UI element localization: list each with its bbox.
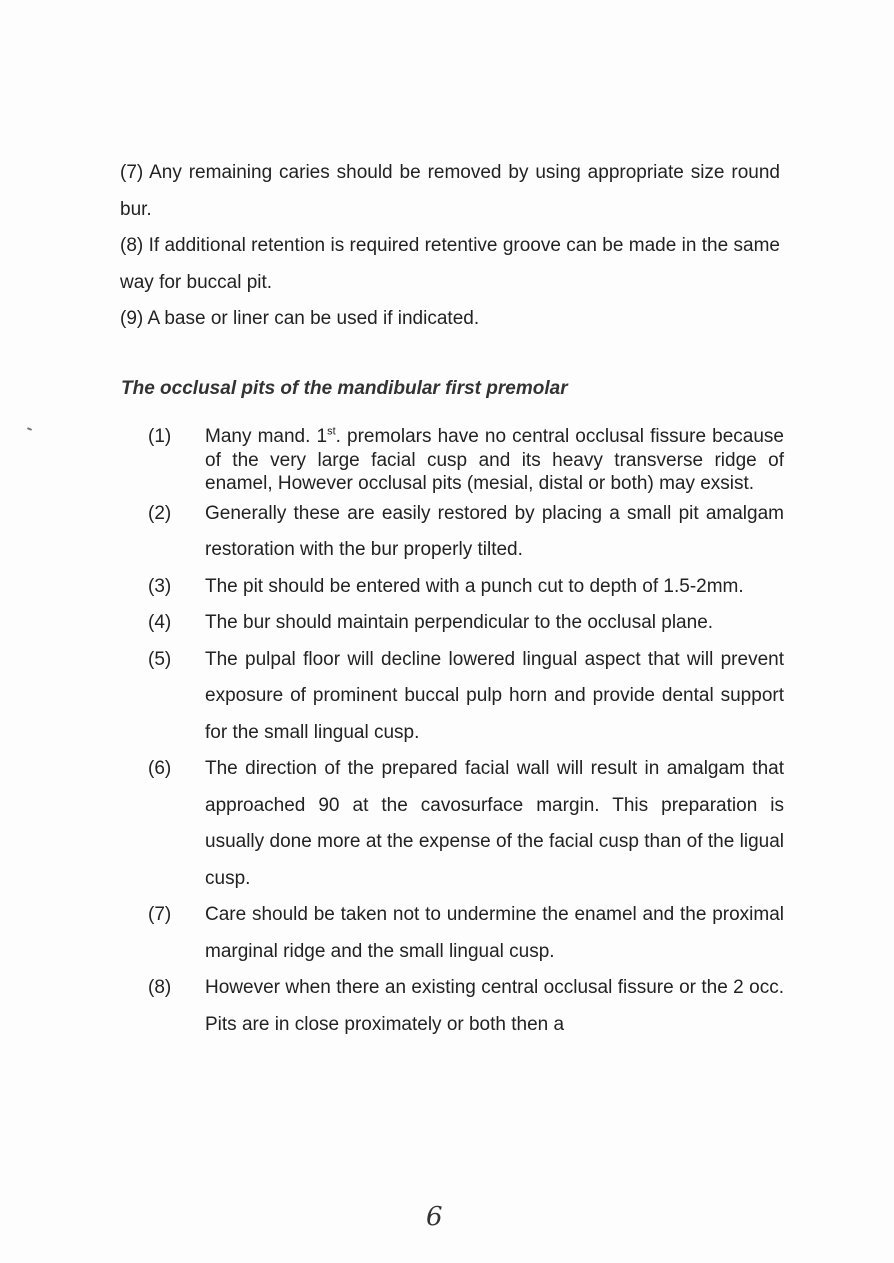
list-item-number: (7) bbox=[148, 904, 172, 925]
list-item-text-part: Many mand. 1 bbox=[205, 426, 328, 447]
intro-step-7: (7) Any remaining caries should be removed by using appropriate size round bur. bbox=[120, 162, 780, 220]
list-item-number: (6) bbox=[148, 758, 172, 779]
list-item-number: (1) bbox=[148, 426, 172, 447]
list-item-text: However when there an existing central occlusal fissure or the 2 occ. Pits are in close proximately or both then a bbox=[205, 977, 784, 1035]
list-item bbox=[148, 496, 784, 569]
list-item bbox=[148, 569, 784, 606]
list-item-text: The pit should be entered with a punch cut to depth of 1.5-2mm. bbox=[205, 575, 744, 597]
list-item bbox=[148, 751, 784, 897]
list-item-text: Generally these are easily restored by placing a small pit amalgam restoration with the bur properly tilted. bbox=[205, 502, 784, 560]
list-item-text-part: . premolars have no central occlusal fissure because of the very large facial cusp and its heavy transverse ridge of enamel, However occlusal pits (mesial, distal or both) may exsist. bbox=[205, 426, 784, 494]
intro-steps bbox=[120, 155, 780, 338]
list-item bbox=[148, 605, 784, 642]
list-item bbox=[148, 642, 784, 752]
list-item-text: The pulpal floor will decline lowered lingual aspect that will prevent exposure of prominent buccal pulp horn and provide dental support for the small lingual cusp. bbox=[205, 648, 784, 743]
list-item-number: (3) bbox=[148, 575, 172, 597]
section-heading: The occlusal pits of the mandibular first premolar bbox=[121, 378, 568, 399]
list-item-number: (8) bbox=[148, 977, 172, 998]
list-item-number: (2) bbox=[148, 502, 172, 524]
ordinal-superscript: st bbox=[327, 425, 336, 438]
list-item-number: (5) bbox=[148, 648, 172, 670]
list-item-text: The direction of the prepared facial wall will result in amalgam that approached 90 at the cavosurface margin. This preparation is usually done more at the expense of the facial cusp than of the ligual cusp. bbox=[205, 758, 784, 889]
list-item bbox=[148, 970, 784, 1043]
list-item-number: (4) bbox=[148, 612, 172, 633]
list-item-text bbox=[205, 425, 784, 496]
list-item-text: The bur should maintain perpendicular to the occlusal plane. bbox=[205, 612, 714, 633]
intro-step-8: (8) If additional retention is required retentive groove can be made in the same way for buccal pit. bbox=[120, 235, 780, 293]
intro-step-9: (9) A base or liner can be used if indicated. bbox=[120, 308, 480, 329]
page-number: 6 bbox=[426, 1202, 443, 1232]
list-item bbox=[148, 425, 784, 496]
list-item-text: Care should be taken not to undermine the enamel and the proximal marginal ridge and the small lingual cusp. bbox=[205, 904, 784, 962]
numbered-list bbox=[148, 425, 784, 1043]
list-item bbox=[148, 897, 784, 970]
scan-speck bbox=[27, 427, 32, 431]
